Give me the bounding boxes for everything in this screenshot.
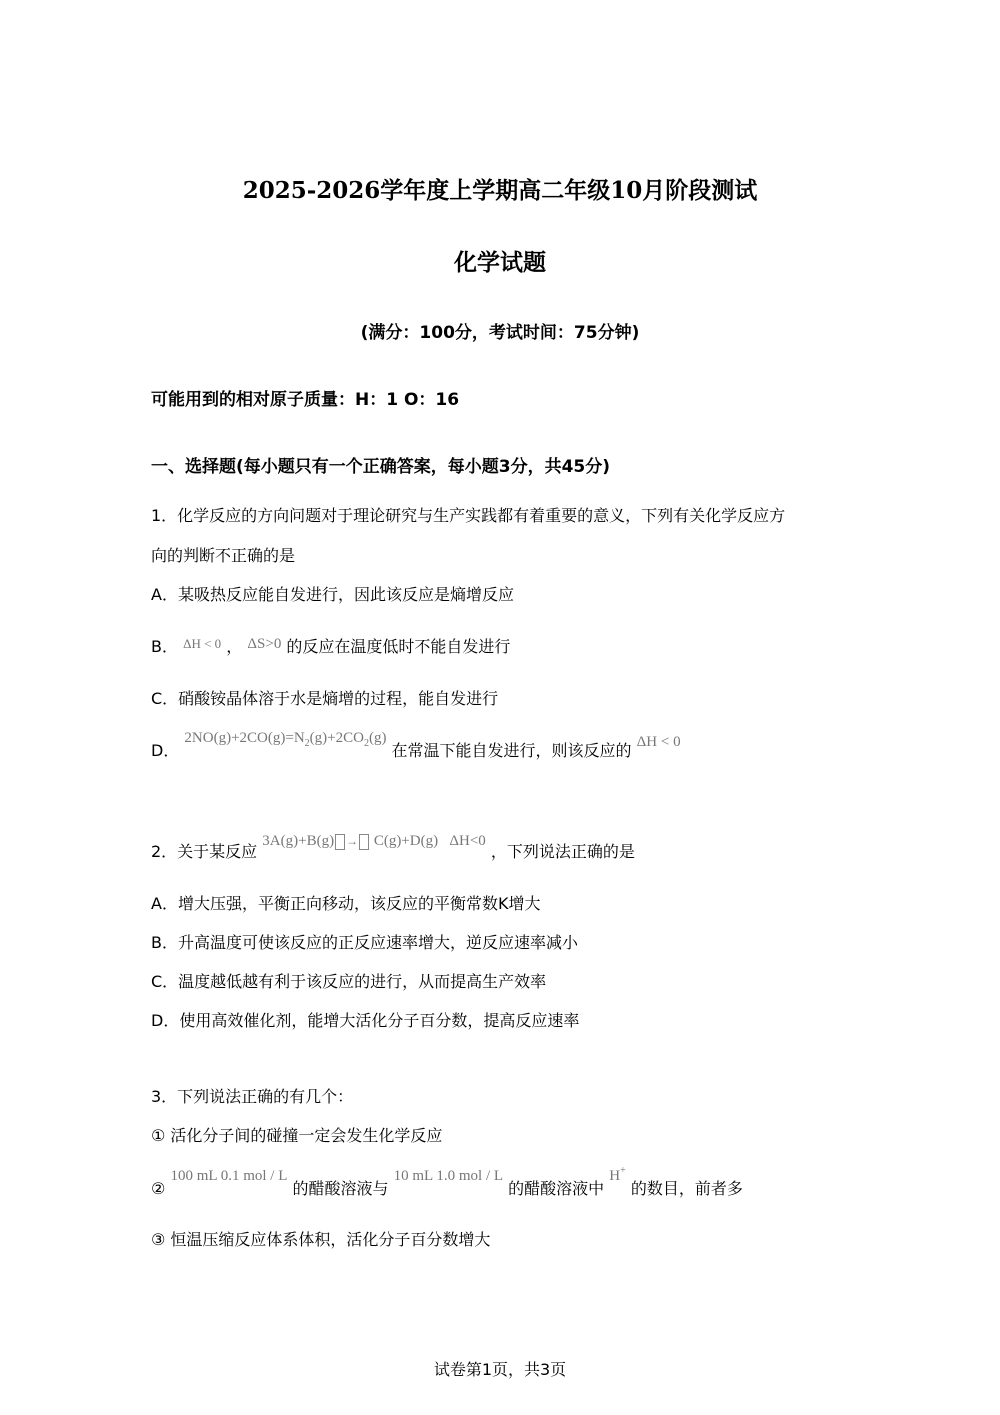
subject-title: 化学试题 (454, 249, 546, 276)
q3-item2-formula1: 100 mL 0.1 mol / L (170, 1168, 288, 1184)
q1-b-formula-dh: ΔH < 0 (183, 636, 222, 651)
page-footer: 试卷第1页，共3页 (433, 1360, 567, 1379)
q1-d-prefix: D． (151, 741, 180, 760)
q1-b-prefix: B． (151, 637, 178, 656)
section-heading: 一、选择题(每小题只有一个正确答案，每小题3分，共45分) (151, 457, 611, 477)
q2-equation: 3A(g)+B(g) → C(g)+D(g) ΔH<0 (262, 833, 486, 849)
q3-item2-prefix: ② (151, 1179, 166, 1198)
atomic-mass-note: 可能用到的相对原子质量：H：1 O：16 (151, 390, 460, 410)
q1-option-d (151, 730, 681, 764)
q3-item2-formula3: H+ (609, 1165, 626, 1184)
q1-d-text: 在常温下能自发进行，则该反应的 (391, 741, 632, 760)
q1-option-a: A．某吸热反应能自发进行，因此该反应是熵增反应 (151, 585, 514, 604)
q1-b-formula-ds: ΔS>0 (247, 636, 282, 652)
reversible-arrow-icon (335, 834, 345, 850)
q1-d-equation: $2NO(g)+2CO(g)=N_2(g)+2CO_2(g)$ (184, 730, 387, 749)
q3-item2-text2: 的醋酸溶液中 (508, 1179, 605, 1198)
q3-item2-text1: 的醋酸溶液与 (292, 1179, 389, 1198)
reversible-arrow-icon-2 (359, 834, 369, 850)
q1-stem-line2: 向的判断不正确的是 (151, 546, 296, 565)
q1-b-text: 的反应在温度低时不能自发进行 (286, 637, 511, 656)
exam-info: (满分：100分，考试时间：75分钟) (360, 323, 640, 343)
q1-option-b (151, 637, 510, 658)
q1-d-formula-dh: ΔH < 0 (636, 734, 681, 750)
q2-suffix: ，下列说法正确的是 (490, 842, 635, 861)
q3-item-3: ③ 恒温压缩反应体系体积，活化分子百分数增大 (151, 1230, 491, 1249)
q1-stem-line1: 1．化学反应的方向问题对于理论研究与生产实践都有着重要的意义，下列有关化学反应方 (151, 506, 786, 525)
q3-item2-text3: 的数目，前者多 (630, 1179, 743, 1198)
q2-option-a: A．增大压强，平衡正向移动，该反应的平衡常数K增大 (151, 894, 541, 913)
q2-option-c: C．温度越低越有利于该反应的进行，从而提高生产效率 (151, 972, 547, 991)
q3-item-2 (151, 1165, 743, 1202)
q1-b-comma: ， (226, 637, 243, 656)
q3-item2-formula2: 10 mL 1.0 mol / L (393, 1168, 504, 1184)
q2-option-d: D．使用高效催化剂，能增大活化分子百分数，提高反应速率 (151, 1011, 580, 1030)
q3-stem: 3．下列说法正确的有几个： (151, 1087, 354, 1106)
q2-prefix: 2．关于某反应 (151, 842, 258, 861)
q2-stem (151, 833, 635, 863)
q2-option-b: B．升高温度可使该反应的正反应速率增大，逆反应速率减小 (151, 933, 578, 952)
q3-item-1: ① 活化分子间的碰撞一定会发生化学反应 (151, 1126, 443, 1145)
q1-option-c: C．硝酸铵晶体溶于水是熵增的过程，能自发进行 (151, 689, 499, 708)
exam-title: 2025-2026学年度上学期高二年级10月阶段测试 (242, 177, 758, 204)
